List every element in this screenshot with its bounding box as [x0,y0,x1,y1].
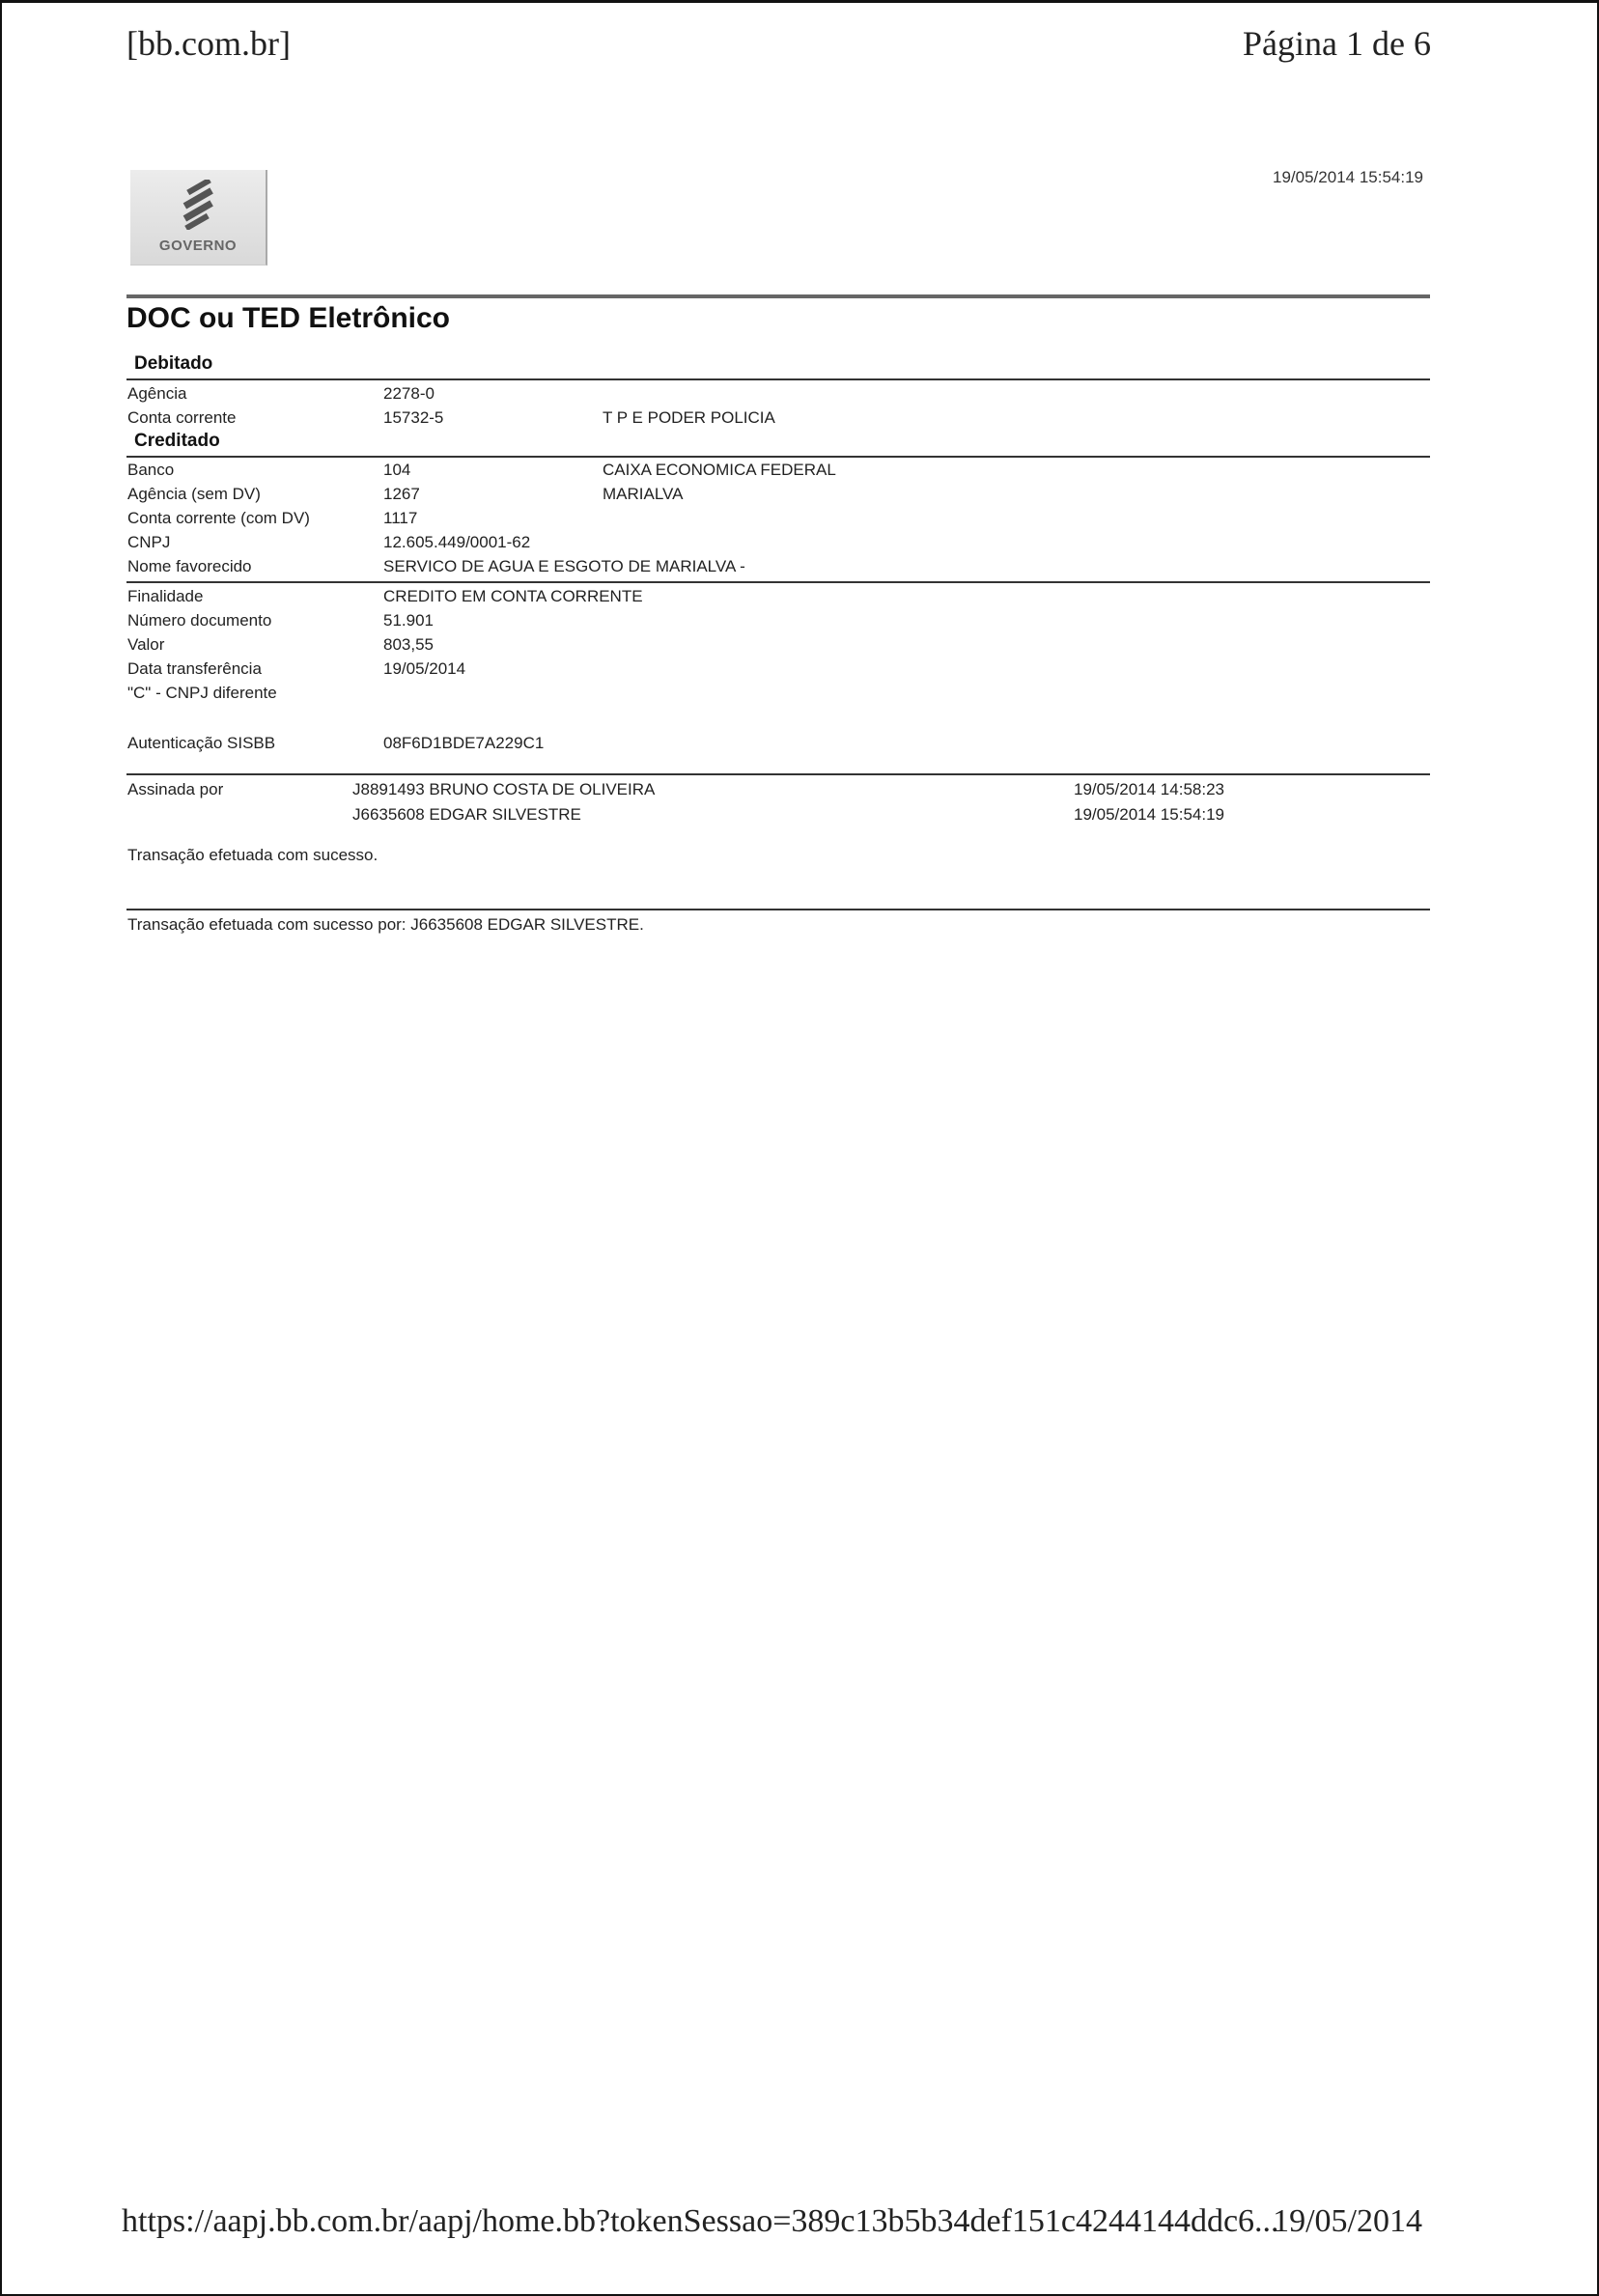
logo-label: GOVERNO [158,238,238,254]
value-numero-documento: 51.901 [383,611,434,630]
signer-2: J6635608 EDGAR SILVESTRE [352,805,581,824]
value-titular: T P E PODER POLICIA [603,408,775,427]
value-valor: 803,55 [383,635,434,654]
print-footer-url: https://aapj.bb.com.br/aapj/home.bb?tokenSessao=389c13b5b34def151c4244144ddc6... [122,2203,1279,2239]
value-nome-favorecido: SERVICO DE AGUA E ESGOTO DE MARIALVA - [383,557,745,575]
value-autenticacao: 08F6D1BDE7A229C1 [383,734,545,752]
label-data-transferencia: Data transferência [127,659,262,678]
section-debitado: Debitado [134,353,213,374]
value-data-transferencia: 19/05/2014 [383,659,466,678]
label-assinada-por: Assinada por [127,780,224,798]
print-footer-date: 19/05/2014 [1273,2203,1422,2239]
value-agencia-sem-dv: 1267 [383,485,420,503]
print-header-page-number: Página 1 de 6 [1243,24,1431,63]
signer-2-datetime: 19/05/2014 15:54:19 [1074,805,1224,824]
value-cnpj: 12.605.449/0001-62 [383,533,531,551]
label-numero-documento: Número documento [127,611,272,630]
label-banco: Banco [127,461,175,479]
value-agencia-nome: MARIALVA [603,485,684,503]
label-conta-com-dv: Conta corrente (com DV) [127,509,310,527]
label-agencia-sem-dv: Agência (sem DV) [127,485,261,503]
label-agencia: Agência [127,384,187,403]
bank-logo [130,170,267,266]
label-conta-corrente: Conta corrente [127,408,237,427]
divider [126,773,1430,775]
label-finalidade: Finalidade [127,587,204,605]
value-conta-corrente: 15732-5 [383,408,444,427]
divider [126,581,1430,583]
value-banco-nome: CAIXA ECONOMICA FEDERAL [603,461,836,479]
divider [126,909,1430,910]
divider [126,378,1430,380]
bank-logo-icon [175,180,221,230]
value-banco: 104 [383,461,411,479]
divider [126,456,1430,458]
print-header-site: [bb.com.br] [126,24,291,63]
label-nome-favorecido: Nome favorecido [127,557,252,575]
signer-1-datetime: 19/05/2014 14:58:23 [1074,780,1224,798]
section-creditado: Creditado [134,431,220,451]
value-agencia: 2278-0 [383,384,435,403]
status-message: Transação efetuada com sucesso. [127,846,379,864]
page-title: DOC ou TED Eletrônico [126,302,451,334]
title-rule [126,294,1430,298]
value-finalidade: CREDITO EM CONTA CORRENTE [383,587,643,605]
signer-1: J8891493 BRUNO COSTA DE OLIVEIRA [352,780,656,798]
timestamp: 19/05/2014 15:54:19 [1273,168,1423,186]
label-cnpj-diferente: "C" - CNPJ diferente [127,684,277,702]
label-cnpj: CNPJ [127,533,171,551]
status-final-message: Transação efetuada com sucesso por: J6635608 EDGAR SILVESTRE. [127,915,644,934]
value-conta-com-dv: 1117 [383,509,418,527]
label-autenticacao: Autenticação SISBB [127,734,276,752]
label-valor: Valor [127,635,165,654]
